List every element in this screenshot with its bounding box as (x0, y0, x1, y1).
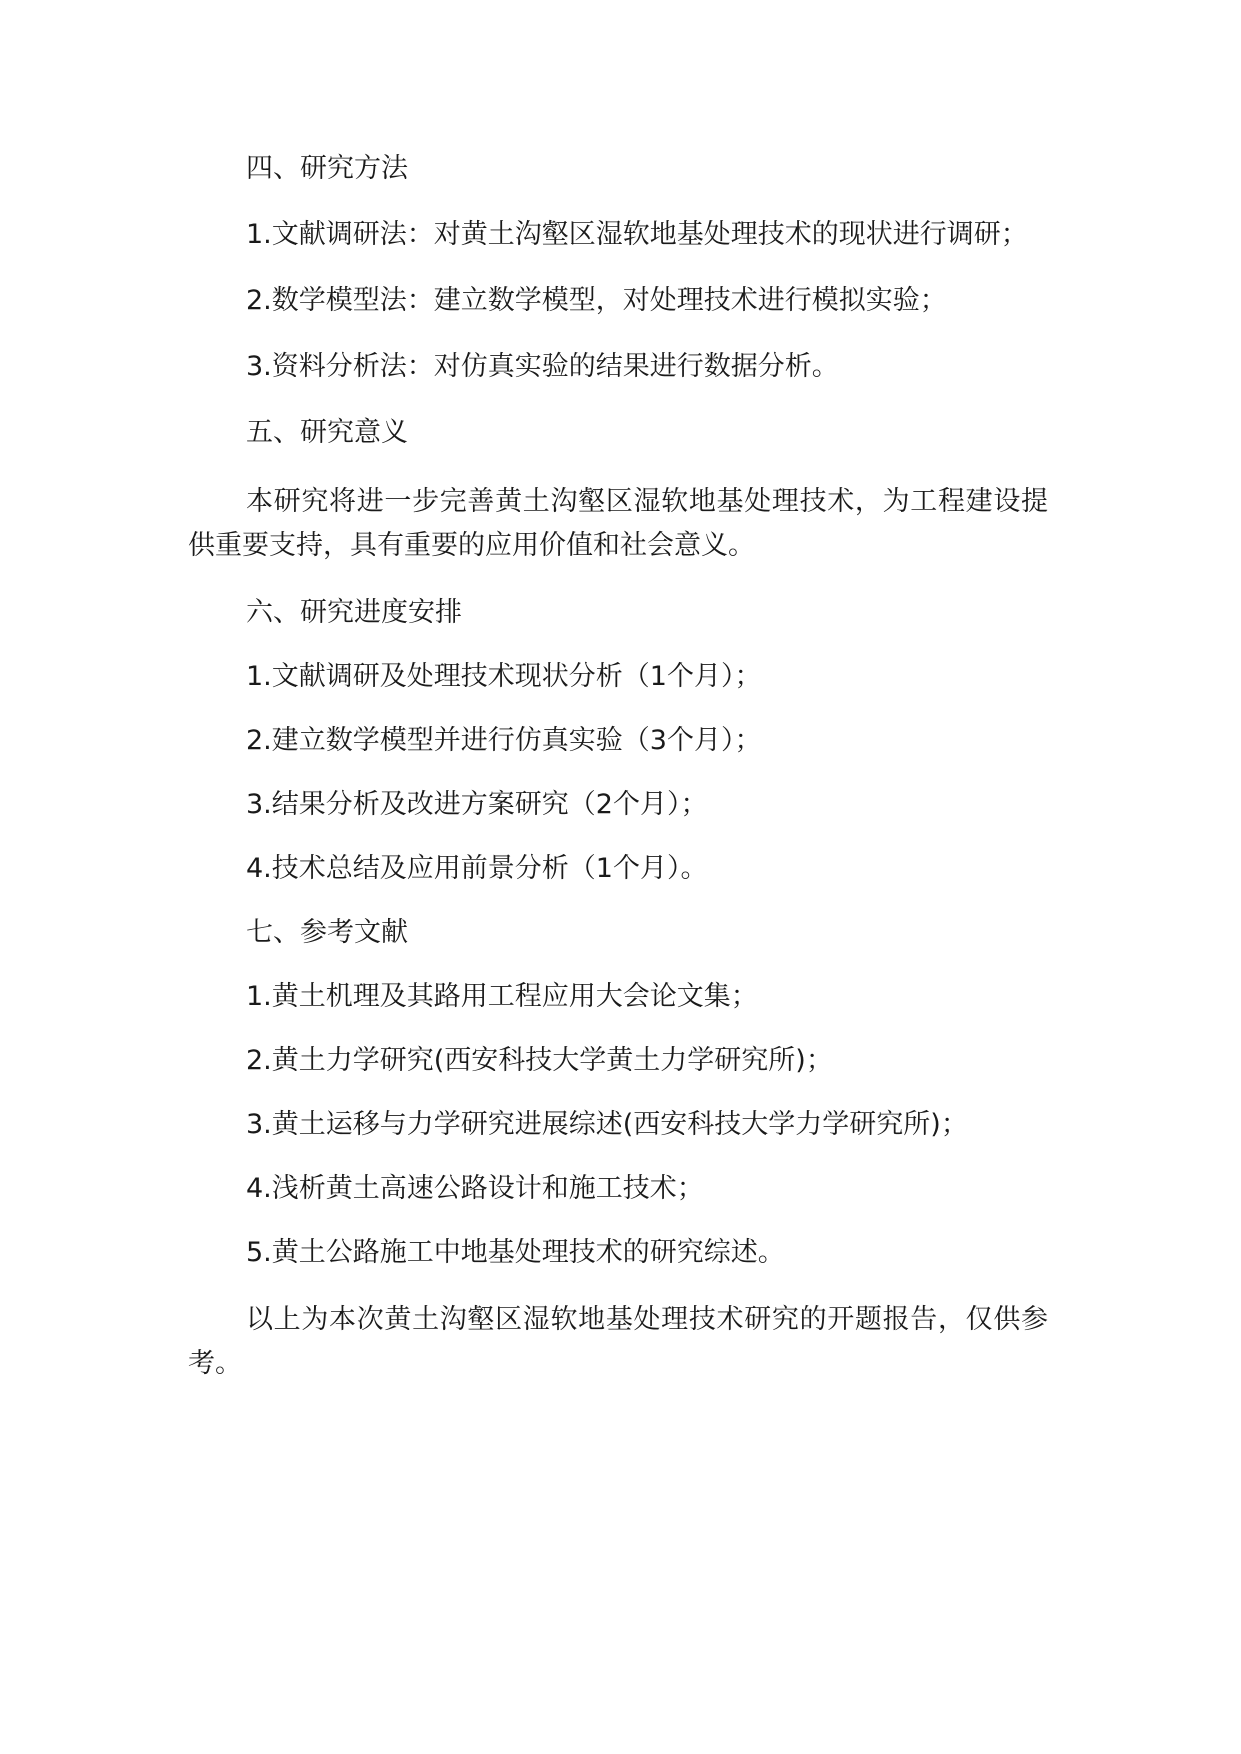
schedule-item: 4.技术总结及应用前景分析（1个月）。 (246, 853, 708, 884)
reference-item: 3.黄土运移与力学研究进展综述(西安科技大学力学研究所)； (246, 1109, 968, 1140)
schedule-item: 2.建立数学模型并进行仿真实验（3个月）； (246, 725, 762, 756)
reference-item: 1.黄土机理及其路用工程应用大会论文集； (246, 981, 758, 1012)
document-body (188, 150, 1048, 1386)
methods-item: 1.文献调研法：对黄土沟壑区湿软地基处理技术的现状进行调研； (246, 219, 1028, 250)
methods-item: 2.数学模型法：建立数学模型，对处理技术进行模拟实验； (246, 285, 947, 316)
schedule-item: 1.文献调研及处理技术现状分析（1个月）； (246, 661, 762, 692)
section-heading-references: 七、参考文献 (246, 917, 408, 948)
section-heading-methods: 四、研究方法 (246, 153, 408, 184)
reference-item: 4.浅析黄土高速公路设计和施工技术； (246, 1173, 704, 1204)
significance-paragraph: 本研究将进一步完善黄土沟壑区湿软地基处理技术，为工程建设提供重要支持，具有重要的应用价值和社会意义。 (188, 486, 1048, 561)
section-heading-significance: 五、研究意义 (246, 417, 408, 448)
closing-paragraph: 以上为本次黄土沟壑区湿软地基处理技术研究的开题报告，仅供参考。 (188, 1304, 1048, 1379)
reference-item: 5.黄土公路施工中地基处理技术的研究综述。 (246, 1237, 785, 1268)
section-heading-schedule: 六、研究进度安排 (246, 597, 462, 628)
methods-item: 3.资料分析法：对仿真实验的结果进行数据分析。 (246, 351, 839, 382)
reference-item: 2.黄土力学研究(西安科技大学黄土力学研究所)； (246, 1045, 833, 1076)
schedule-item: 3.结果分析及改进方案研究（2个月）； (246, 789, 708, 820)
